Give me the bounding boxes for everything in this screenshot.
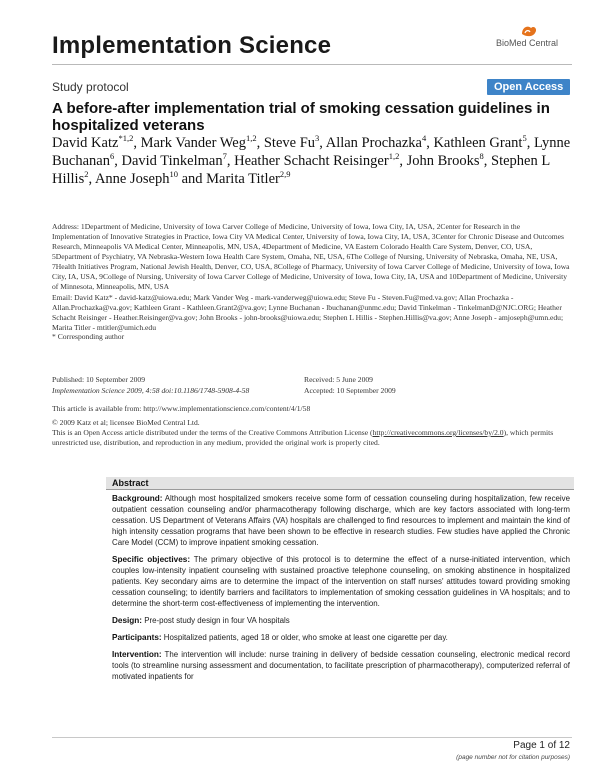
abstract-section-text: Although most hospitalized smokers receive some form of cessation counseling during hospitalization, few receive outpatient cessation counseling and/or pharmacotherapy following discharge, which are key factors associated with long-term cessation. US Department of Veterans Affairs (VA) hospitals are challenged to find resources to implement and maintain the kind of high intensity cessation programs that have been shown to be effective in research studies. Few studies have applied the Chronic Care Model (CCM) to improve inpatient smoking cessation. [112, 494, 570, 547]
header-divider [52, 64, 572, 65]
abstract-section-label: Design: [112, 616, 143, 625]
received-date: Received: 5 June 2009 [304, 375, 373, 384]
author-emails: Email: David Katz* - david-katz@uiowa.edu; Mark Vander Weg - mark-vanderweg@uiowa.edu; Steve Fu - Steven.Fu@med.va.gov; Allan Prochazka - Allan.Prochazka@va.gov; Kathleen Grant - Kathleen.Grant2@va.gov; Lynne Buchanan - lbuchanan@unmc.edu; David Tinkelman - TinkelmanD@NJC.ORG; Heather Schacht Reisinger - Heather.Reisinger@va.gov; John Brooks - john-brooks@uiowa.edu; Stephen L Hillis - Stephen.Hillis@va.gov; Anne Joseph - amjoseph@umn.edu; Marita Titler - mtitler@umich.edu [52, 293, 564, 332]
journal-title: Implementation Science [52, 32, 332, 59]
license-statement [52, 428, 572, 448]
license-text-post: ), which permits unrestricted use, distribution, and reproduction in any medium, provided the original work is properly cited. [52, 428, 554, 447]
abstract-section-text: Pre-post study design in four VA hospitals [142, 616, 290, 625]
published-date: Published: 10 September 2009 [52, 375, 146, 384]
abstract-section [112, 615, 570, 626]
abstract-section-text: The intervention will include: nurse training in delivery of bedside cessation counseling, electronic medical record tools (to streamline nursing assessment and documentation, to facilitate prescription of pharmacotherapy), computerized referral of motivated inpatients for [112, 650, 570, 681]
author-affiliation-marker: 7 [222, 151, 227, 162]
publisher-name: BioMed Central [496, 38, 559, 48]
author-name: Anne Joseph [94, 171, 170, 187]
author-affiliation-marker: *1,2 [118, 133, 134, 144]
author-name: Lynne Buchanan [52, 135, 571, 169]
author [264, 135, 319, 151]
author-affiliation-marker: 1,2 [388, 151, 400, 162]
author-affiliation-marker: 3 [315, 133, 320, 144]
author-name: Stephen L Hillis [52, 153, 550, 187]
license-text-pre: This is an Open Access article distributed under the terms of the Creative Commons Attribution License ( [52, 428, 373, 437]
abstract-section-text: Hospitalized patients, aged 18 or older, who smoke at least one cigarette per day. [161, 633, 448, 642]
author-affiliation-marker: 1,2 [245, 133, 257, 144]
author [182, 171, 291, 187]
author-affiliation-marker: 8 [479, 151, 484, 162]
author-name: and Marita Titler [181, 171, 280, 187]
author-name: David Katz [52, 135, 119, 151]
author [52, 135, 133, 151]
author [234, 153, 399, 169]
author [407, 153, 484, 169]
abstract-section [112, 649, 570, 682]
abstract-section-label: Participants: [112, 633, 162, 642]
author-name: David Tinkelman [121, 153, 223, 169]
copyright-line: © 2009 Katz et al; licensee BioMed Central Ltd. [52, 418, 200, 427]
abstract-section [112, 493, 570, 548]
author-affiliation-marker: 10 [169, 169, 178, 180]
citation-doi: Implementation Science 2009, 4:58 doi:10.1186/1748-5908-4-58 [52, 386, 250, 395]
author [433, 135, 526, 151]
abstract-section-text: The primary objective of this protocol is to determine the effect of a nurse-initiated intervention, which couples low-intensity inpatient counseling with sustained proactive telephone counseling, on smoking abstinence in hospitalized patients. Key secondary aims are to determine the impact of the intervention on staff nurses' attitudes toward providing smoking cessation counseling; to identify barriers and facilitators to implementation of smoking cessation guidelines in VA hospitals; and to determine the short-term cost-effectiveness of implementing the intervention. [112, 555, 570, 608]
author-name: John Brooks [406, 153, 480, 169]
article-type: Study protocol [52, 80, 129, 94]
author [141, 135, 257, 151]
abstract-section [112, 554, 570, 609]
abstract-heading: Abstract [112, 478, 149, 488]
biomed-logo-icon [520, 24, 538, 38]
abstract-section-label: Specific objectives: [112, 555, 191, 564]
author-affiliation-marker: 6 [109, 151, 115, 162]
publisher-logo [496, 38, 566, 52]
author [121, 153, 226, 169]
abstract-body [112, 493, 570, 688]
open-access-badge: Open Access [487, 79, 570, 95]
abstract-header-bar [106, 477, 574, 490]
abstract-section-label: Background: [112, 494, 163, 503]
article-title: A before-after implementation trial of smoking cessation guidelines in hospitalized veterans [52, 100, 550, 134]
author-name: Steve Fu [263, 135, 316, 151]
page-number-note: (page number not for citation purposes) [456, 754, 570, 761]
author-addresses: Address: 1Department of Medicine, University of Iowa Carver College of Medicine, University of Iowa, Iowa City, IA, USA, 2Center for Research in the Implementation of Innovative Strategies in Practice, Iowa City VA Medical Center, University of Iowa, Iowa City, IA, USA, 3Center for Chronic Disease and Outcomes Research, Minneapolis VA Medical Center, Minneapolis, MN, USA, 4Department of Medicine, VA Eastern Colorado Health Care System, Denver, CO, USA, 5Department of Psychiatry, VA Nebraska-Western Iowa Health Care System, Omaha, NE, USA, 6The College of Nursing, University of Nebraska, Omaha, NE, USA, 7Health Initiatives Program, National Jewish Health, Denver, CO, USA, 8College of Pharmacy, University of Iowa Carver College of Medicine, University of Iowa, Iowa City, IA, USA, 9College of Nursing, University of Iowa Carver College of Medicine, University of Iowa, Iowa City, IA, USA and 10Department of Medicine, University of Minnesota, Minneapolis, MN, USA [52, 222, 570, 291]
author-affiliation-marker: 5 [522, 133, 527, 144]
accepted-date: Accepted: 10 September 2009 [304, 386, 396, 395]
page-number: Page 1 of 12 [513, 740, 570, 751]
abstract-section-label: Intervention: [112, 650, 162, 659]
author-name: Allan Prochazka [325, 135, 422, 151]
abstract-section [112, 632, 570, 643]
author [95, 171, 178, 187]
corresponding-author-note: * Corresponding author [52, 332, 125, 341]
author-list: David Katz$^{*1,2}$, Mark Vander Weg$^{1,2}$, Steve Fu$^3$, Allan Prochazka$^4$, Kathleen Grant$^5$, Lynne Buchanan$^6$, David Tinkelman$^7$, Heather Schacht Reisinger$^{1,2}$, John Brooks$^8$, Stephen L Hillis$^2$, Anne Joseph$^{10}$ and Marita Titler$^{2,9}$ [52, 133, 571, 187]
author-affiliation-marker: 2,9 [279, 169, 291, 180]
author-name: Kathleen Grant [433, 135, 523, 151]
author [326, 135, 426, 151]
author-name: Heather Schacht Reisinger [234, 153, 389, 169]
author-affiliation-marker: 2 [84, 169, 89, 180]
footer-divider [52, 737, 572, 738]
author-name: Mark Vander Weg [140, 135, 246, 151]
license-link[interactable]: http://creativecommons.org/licenses/by/2.0 [372, 428, 504, 437]
article-url: This article is available from: http://www.implementationscience.com/content/4/1/58 [52, 404, 311, 413]
author-affiliation-marker: 4 [421, 133, 427, 144]
